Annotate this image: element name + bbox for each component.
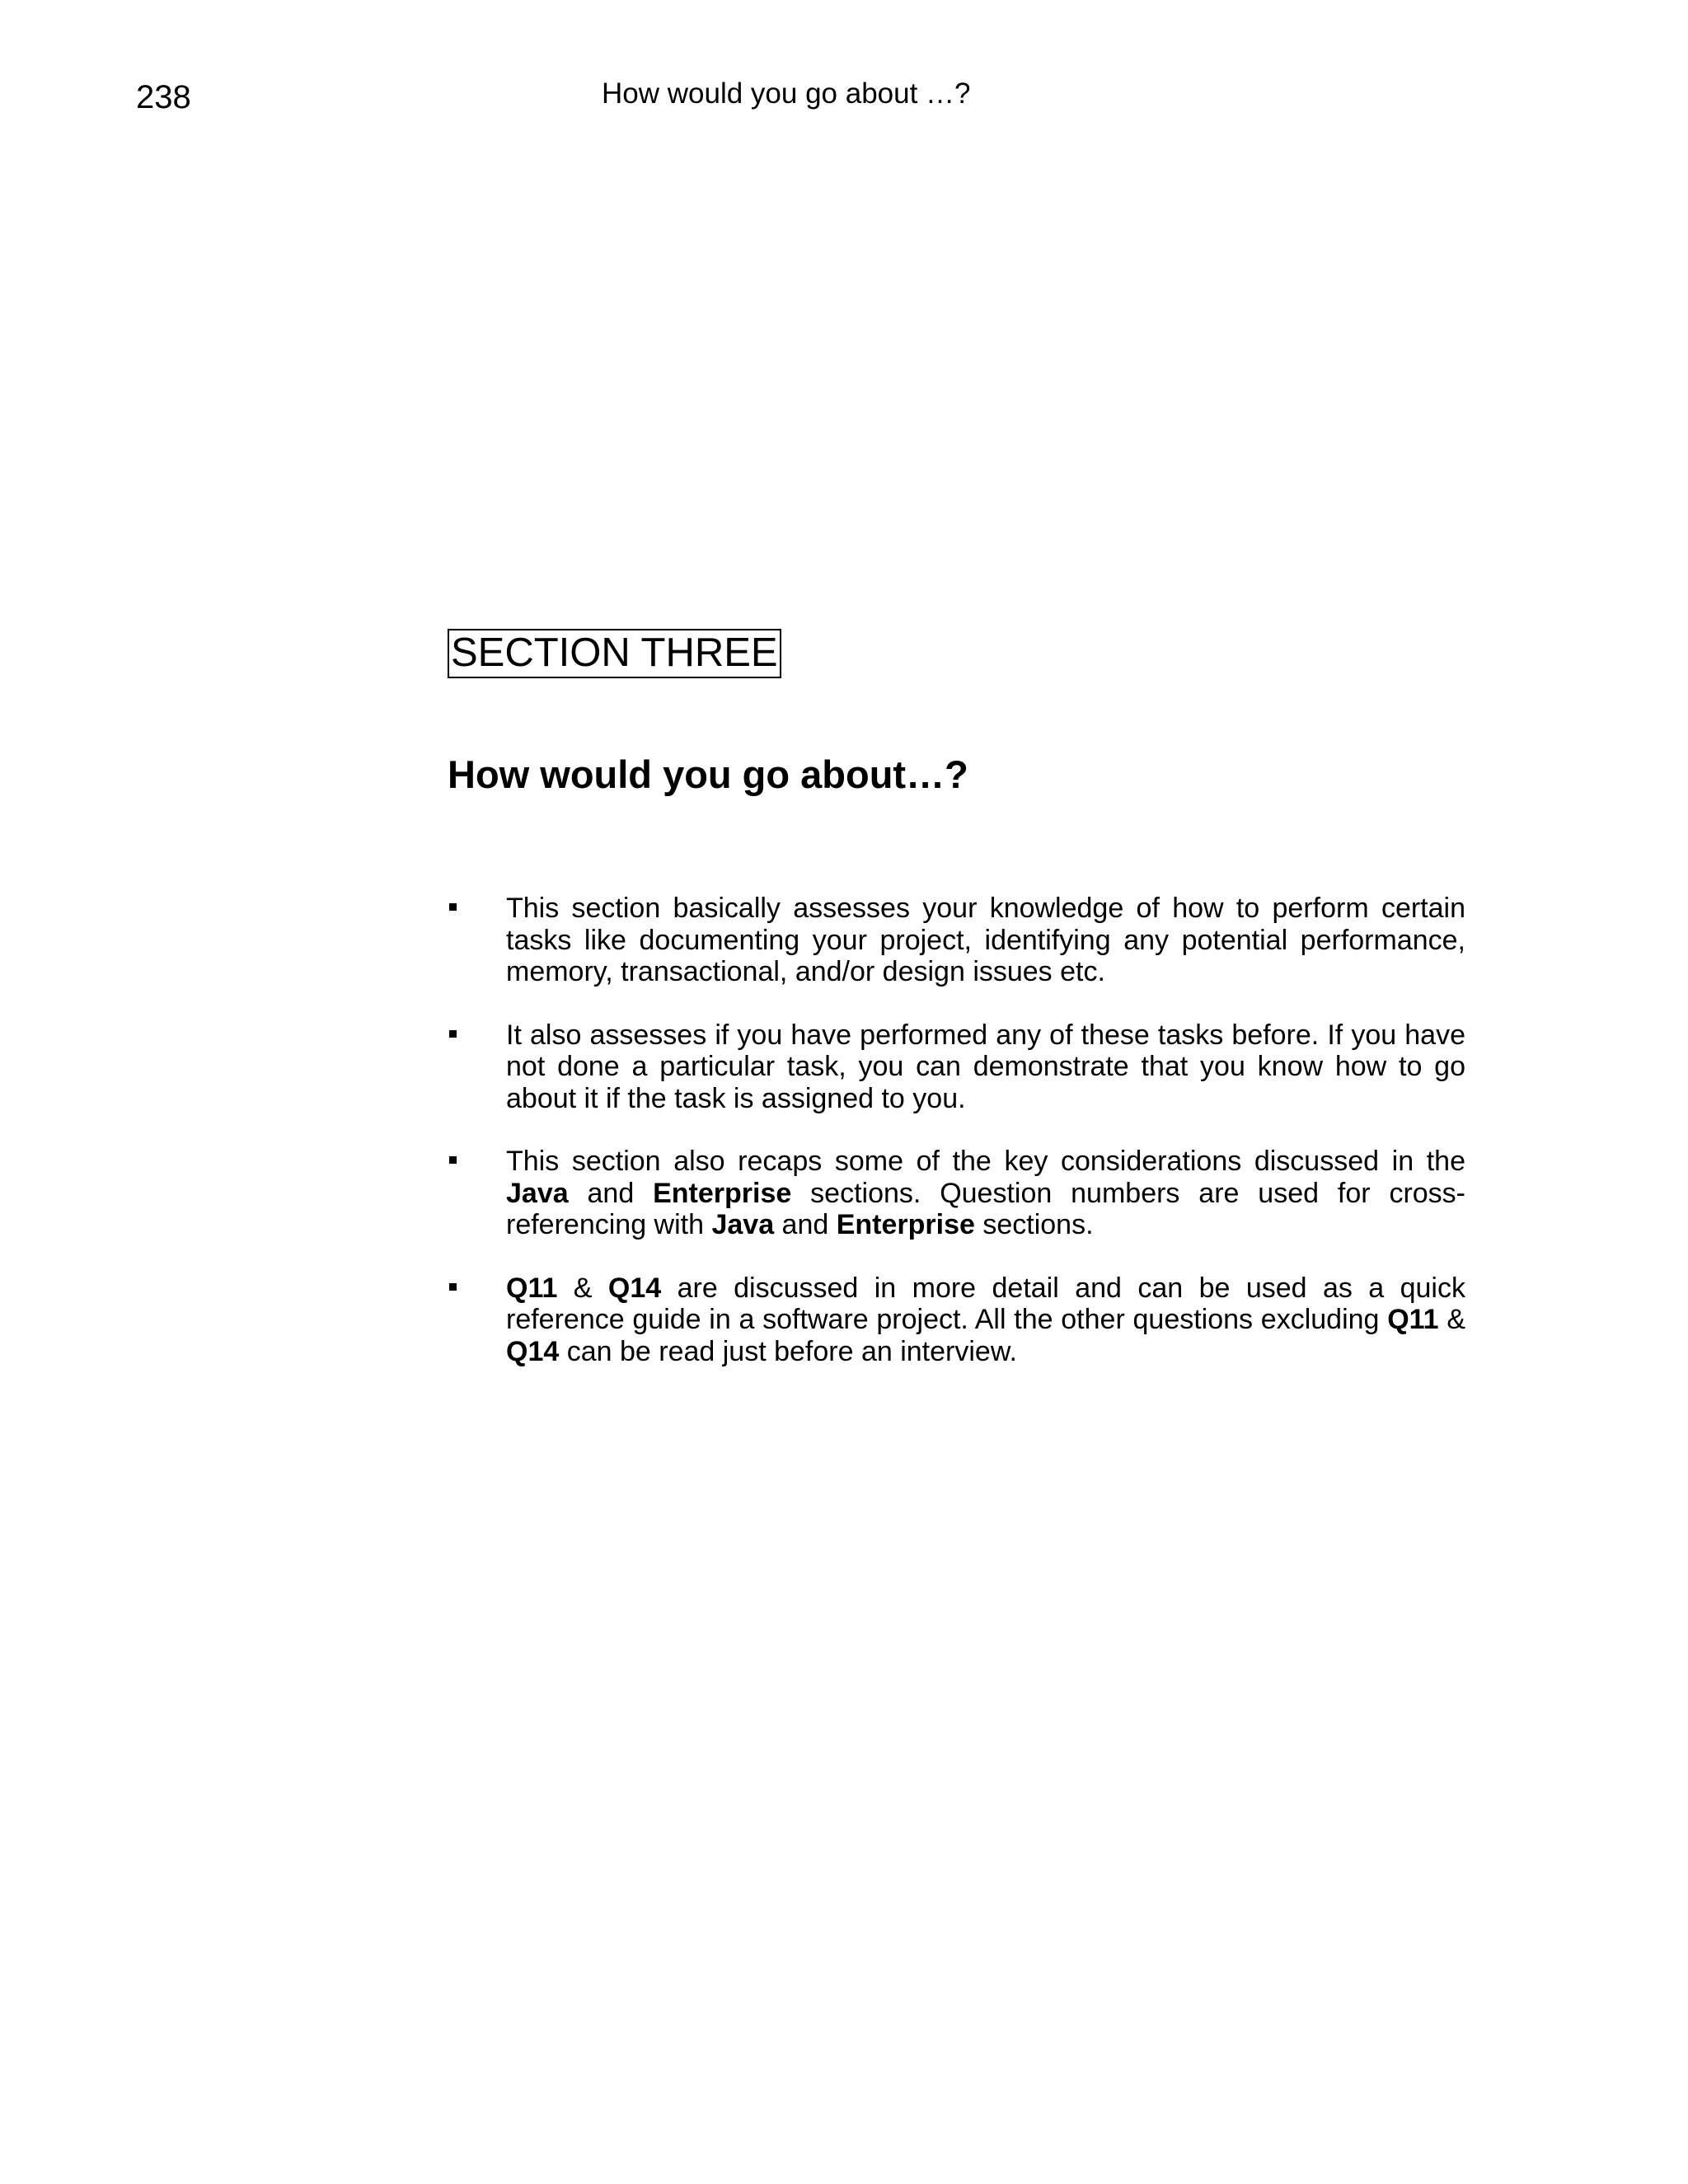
bullet-item [448, 1146, 1465, 1241]
bold-term: Enterprise [836, 1209, 975, 1240]
bold-term: Q14 [506, 1335, 560, 1367]
bold-term: Java [506, 1177, 569, 1209]
text-run: sections. Question numbers are used for cross-referencing with [506, 1177, 1465, 1240]
section-title: How would you go about…? [448, 752, 968, 796]
bold-term: Q11 [1387, 1304, 1439, 1335]
running-header: How would you go about …? [602, 77, 971, 110]
page-number: 238 [136, 79, 191, 115]
bold-term: Enterprise [653, 1177, 792, 1209]
text-run: & [1438, 1304, 1465, 1335]
bullet-text: This section basically assesses your knowledge of how to perform certain tasks like documenting your project, identifying any potential performance, memory, transactional, and/or design issues etc. [506, 893, 1465, 987]
section-label: SECTION THREE [448, 629, 781, 678]
text-run: & [557, 1272, 608, 1304]
bullet-item [448, 893, 1465, 988]
square-bullet-icon [449, 903, 457, 911]
bullet-list [448, 893, 1465, 1399]
bullet-text [506, 1272, 1465, 1367]
text-run: sections. [974, 1209, 1094, 1240]
bold-term: Q11 [506, 1272, 558, 1304]
bullet-item [448, 1272, 1465, 1368]
bold-term: Java [711, 1209, 775, 1240]
square-bullet-icon [449, 1030, 457, 1038]
bullet-text [506, 1146, 1465, 1240]
text-run: This section also recaps some of the key considerations discussed in the [506, 1146, 1465, 1177]
text-run: can be read just before an interview. [559, 1335, 1017, 1367]
text-run: and [568, 1177, 654, 1209]
square-bullet-icon [449, 1283, 457, 1291]
bullet-item [448, 1019, 1465, 1115]
text-run: and [774, 1209, 837, 1240]
text-run: are discussed in more detail and can be used as a quick reference guide in a software project. All the other questions excluding [506, 1272, 1465, 1335]
bullet-text: It also assesses if you have performed any of these tasks before. If you have not done a particular task, you can demonstrate that you know how to go about it if the task is assigned to you. [506, 1019, 1465, 1114]
bold-term: Q14 [607, 1272, 662, 1304]
square-bullet-icon [449, 1156, 457, 1164]
